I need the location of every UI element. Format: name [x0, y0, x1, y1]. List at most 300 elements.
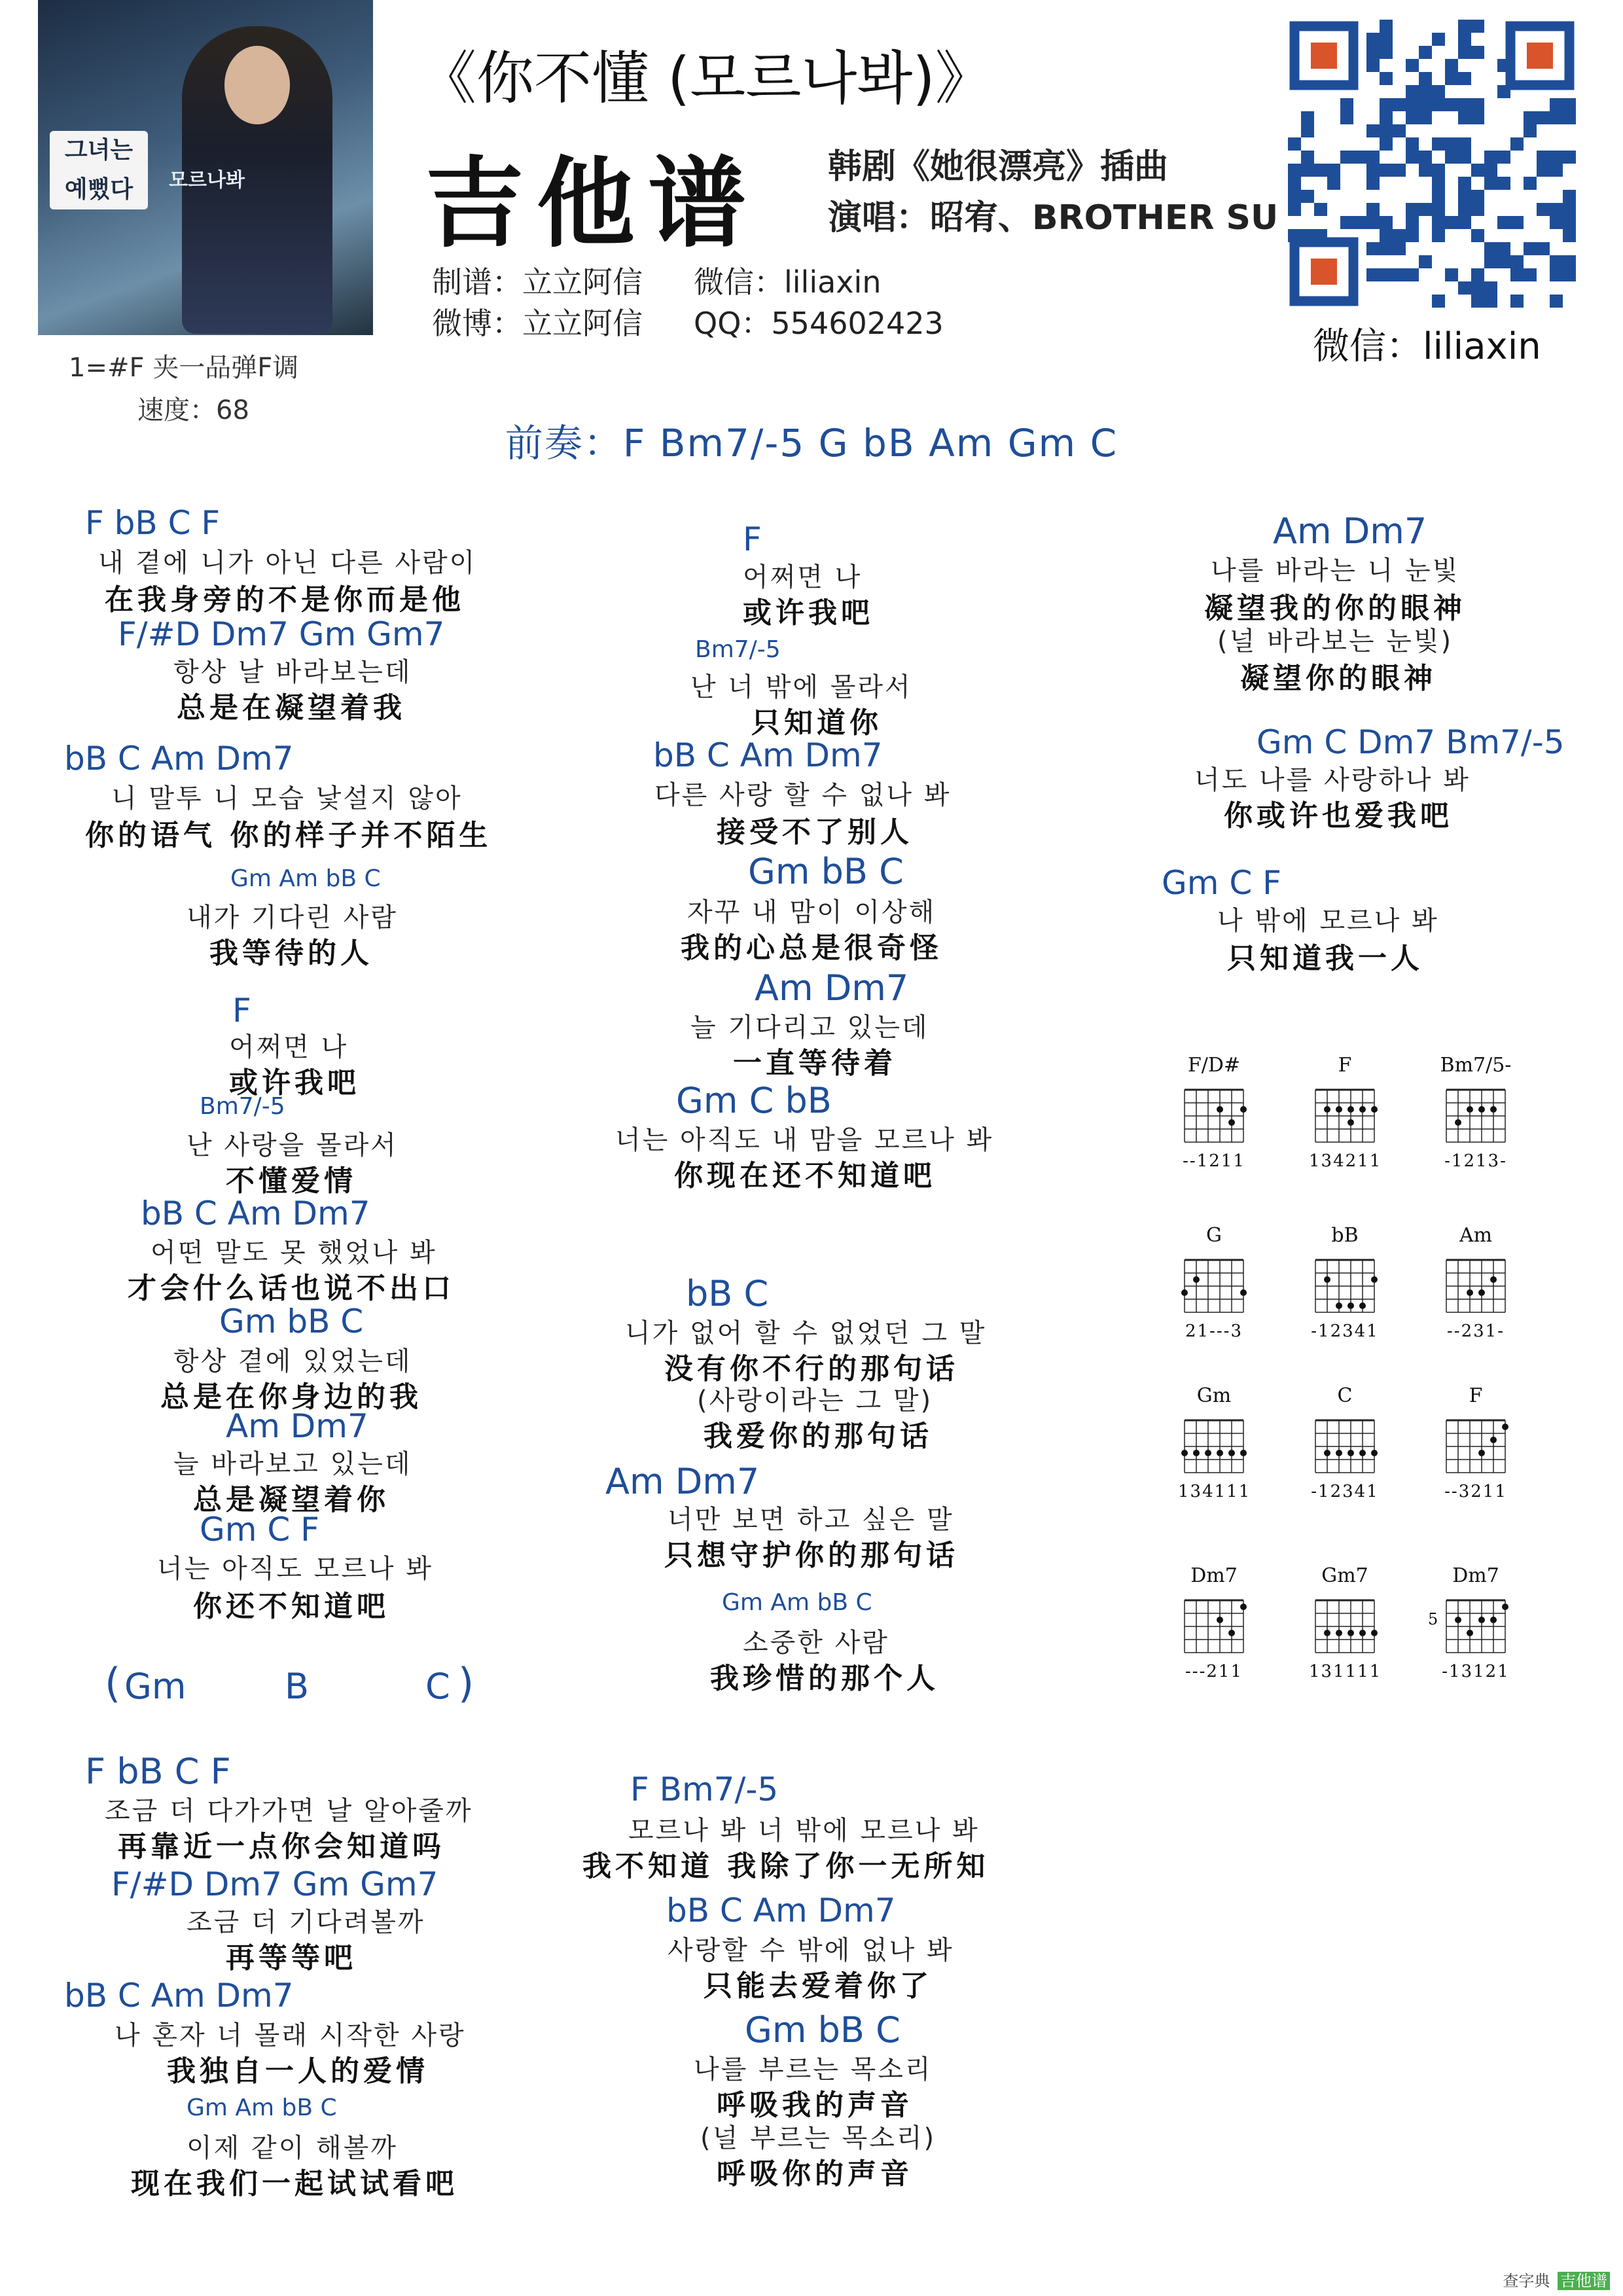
- chord-diagram: [1309, 1564, 1381, 1681]
- korean-lyric: 니가 없어 할 수 없었던 그 말: [625, 1318, 987, 1348]
- singer-face: [224, 46, 290, 124]
- qr-module: [1380, 72, 1393, 85]
- qr-module: [1445, 59, 1458, 72]
- qr-module: [1563, 98, 1576, 111]
- korean-lyric: 늘 바라보고 있는데: [173, 1449, 412, 1479]
- fretboard-grid: [1178, 1247, 1250, 1319]
- chord-line: F bB C F: [85, 1751, 231, 1792]
- korean-lyric: 자꾸 내 맘이 이상해: [687, 897, 936, 927]
- chord-line: Gm bB C: [219, 1302, 364, 1340]
- finger-dot: [1359, 1630, 1366, 1636]
- qr-module: [1524, 177, 1537, 190]
- chinese-lyric: 你的语气 你的样子并不陌生: [85, 819, 492, 852]
- chord-diagram: [1178, 1224, 1250, 1341]
- qr-module: [1314, 164, 1327, 177]
- finger-dot: [1478, 1106, 1485, 1113]
- qr-module: [1563, 151, 1576, 164]
- qr-module: [1380, 46, 1393, 59]
- chord-diagram-name: bB: [1331, 1224, 1359, 1247]
- finger-dot: [1490, 1276, 1497, 1283]
- qr-module: [1419, 151, 1432, 164]
- qr-module: [1380, 98, 1393, 111]
- qr-module: [1550, 268, 1563, 281]
- chord-diagram-fingering: --1211: [1183, 1151, 1245, 1171]
- qr-module: [1537, 151, 1550, 164]
- qr-module: [1393, 268, 1406, 281]
- chord-diagram: [1309, 1384, 1381, 1501]
- qr-module: [1366, 59, 1380, 72]
- qr-module: [1301, 151, 1314, 164]
- chord-line: bB C: [686, 1273, 769, 1314]
- qr-module: [1445, 151, 1458, 164]
- finger-dot: [1455, 1119, 1461, 1126]
- qr-module: [1458, 203, 1471, 216]
- chord-diagram: [1309, 1224, 1381, 1341]
- qr-module: [1419, 203, 1432, 216]
- qr-module: [1510, 295, 1524, 308]
- qr-module: [1432, 177, 1445, 190]
- chord-line: Gm C Dm7 Bm7/-5: [1257, 723, 1565, 761]
- chord-line: Bm7/-5: [200, 1093, 285, 1120]
- fretboard-grid: [1309, 1407, 1381, 1479]
- korean-lyric: 나를 바라는 니 눈빛: [1211, 556, 1460, 586]
- fretboard-grid: [1440, 1247, 1512, 1319]
- qr-module: [1366, 216, 1380, 229]
- qr-module: [1471, 295, 1484, 308]
- chinese-lyric: 我不知道 我除了你一无所知: [582, 1850, 990, 1883]
- intro-chords: 前奏：F Bm7/-5 G bB Am Gm C: [505, 421, 1118, 465]
- finger-dot: [1228, 1630, 1235, 1636]
- finger-dot: [1502, 1424, 1508, 1430]
- chord-diagram-name: F: [1469, 1384, 1483, 1407]
- chord-line: Gm bB C: [745, 2009, 901, 2051]
- drama-info: 韩剧《她很漂亮》插曲: [828, 147, 1169, 187]
- qr-module: [1563, 216, 1576, 229]
- finger-dot: [1371, 1106, 1378, 1113]
- qr-module: [1301, 164, 1314, 177]
- finger-dot: [1347, 1450, 1354, 1456]
- qr-module: [1288, 137, 1301, 151]
- qr-module: [1445, 216, 1458, 229]
- qr-module: [1524, 124, 1537, 137]
- chord-line: Gm C F: [1162, 864, 1281, 902]
- chord-line: Gm C F: [200, 1511, 319, 1549]
- fret-number: 5: [1428, 1610, 1438, 1628]
- qr-module: [1537, 203, 1550, 216]
- qr-module: [1380, 216, 1393, 229]
- korean-lyric: 나를 부르는 목소리: [694, 2054, 933, 2085]
- qr-module: [1406, 59, 1419, 72]
- finger-dot: [1371, 1450, 1378, 1456]
- fretboard-grid: [1440, 1077, 1512, 1149]
- qr-module: [1458, 281, 1471, 295]
- chord-diagram-name: G: [1206, 1224, 1222, 1247]
- korean-lyric: 너는 아직도 모르나 봐: [157, 1554, 433, 1584]
- finger-dot: [1490, 1617, 1497, 1623]
- qr-module: [1471, 281, 1484, 295]
- chinese-lyric: 只知道我一人: [1227, 942, 1423, 975]
- chord-line: Gm Am bB C: [230, 865, 381, 892]
- qr-module: [1550, 98, 1563, 111]
- weibo-info: 微博：立立阿信: [432, 306, 643, 341]
- chinese-lyric: 凝望我的你的眼神: [1204, 592, 1466, 625]
- qr-module: [1471, 46, 1484, 59]
- chinese-lyric: 总是凝望着你: [193, 1483, 389, 1516]
- finger-dot: [1324, 1106, 1330, 1113]
- chord-line: Gm Am bB C: [722, 1589, 872, 1616]
- chord-diagram-fingering: -1213-: [1444, 1151, 1507, 1171]
- qr-module: [1458, 190, 1471, 203]
- qr-module: [1563, 255, 1576, 268]
- korean-lyric: 어떤 말도 못 했었나 봐: [151, 1238, 437, 1268]
- footer-logo: [1500, 2268, 1610, 2291]
- qr-module: [1497, 242, 1510, 255]
- chord-diagram: [1178, 1384, 1250, 1501]
- qr-module: [1366, 164, 1380, 177]
- chord-diagram-name: Gm: [1196, 1384, 1232, 1407]
- qr-module: [1366, 177, 1380, 190]
- finger-dot: [1502, 1604, 1508, 1610]
- korean-lyric: 늘 기다리고 있는데: [690, 1013, 929, 1043]
- qr-module: [1550, 164, 1563, 177]
- finger-dot: [1490, 1106, 1497, 1113]
- chord-line: F/#D Dm7 Gm Gm7: [111, 1865, 438, 1903]
- chord-line: Gm Am bB C: [187, 2094, 337, 2121]
- chord-diagram-name: Am: [1459, 1224, 1493, 1247]
- interlude-chord: B: [285, 1666, 310, 1707]
- qr-module: [1380, 124, 1393, 137]
- korean-lyric: 이제 같이 해볼까: [187, 2133, 398, 2163]
- qr-module: [1366, 242, 1380, 255]
- qr-module: [1419, 98, 1432, 111]
- qq-info: QQ：554602423: [694, 306, 944, 341]
- finger-dot: [1347, 1630, 1354, 1636]
- finger-dot: [1371, 1630, 1378, 1636]
- chinese-lyric: 我独自一人的爱情: [167, 2054, 429, 2088]
- qr-module: [1484, 151, 1497, 164]
- chinese-lyric: 总是在凝望着我: [177, 691, 406, 725]
- finger-dot: [1217, 1106, 1223, 1113]
- interlude-open: (: [105, 1659, 121, 1707]
- qr-module: [1497, 151, 1510, 164]
- chinese-lyric: 在我身旁的不是你而是他: [105, 583, 465, 617]
- qr-module: [1471, 111, 1484, 124]
- chord-diagram-name: F: [1338, 1054, 1352, 1077]
- qr-module: [1301, 111, 1314, 124]
- qr-module: [1510, 216, 1524, 229]
- chord-diagram: [1309, 1054, 1381, 1171]
- korean-lyric: 나 밖에 모르나 봐: [1217, 906, 1439, 936]
- interlude-close: ): [458, 1659, 474, 1707]
- qr-module: [1563, 229, 1576, 242]
- finger-dot: [1359, 1106, 1366, 1113]
- finger-dot: [1240, 1450, 1247, 1456]
- qr-module: [1366, 268, 1380, 281]
- chord-line: bB C Am Dm7: [64, 1977, 294, 2015]
- finger-dot: [1240, 1106, 1247, 1113]
- finger-dot: [1324, 1276, 1330, 1283]
- chinese-lyric: 再等等吧: [226, 1941, 357, 1975]
- finger-dot: [1205, 1450, 1211, 1456]
- chord-diagram-fingering: ---211: [1185, 1662, 1243, 1681]
- qr-module: [1550, 295, 1563, 308]
- finger-dot: [1193, 1276, 1200, 1283]
- chord-diagram-fingering: --3211: [1444, 1482, 1507, 1501]
- qr-module: [1314, 203, 1327, 216]
- qr-module: [1524, 242, 1537, 255]
- qr-module: [1484, 255, 1497, 268]
- finger-dot: [1240, 1604, 1247, 1610]
- chord-line: F: [743, 520, 762, 558]
- qr-module: [1432, 295, 1445, 308]
- korean-lyric: 어쩌면 나: [229, 1032, 349, 1062]
- chord-diagram-fingering: --231-: [1447, 1321, 1505, 1341]
- finger-dot: [1336, 1302, 1342, 1309]
- finger-dot: [1336, 1450, 1342, 1456]
- qr-module: [1419, 111, 1432, 124]
- qr-module: [1288, 177, 1301, 190]
- korean-lyric: 항상 곁에 있었는데: [173, 1346, 412, 1376]
- qr-module: [1432, 33, 1445, 46]
- qr-module: [1340, 98, 1353, 111]
- chord-diagram-name: F/D#: [1187, 1054, 1241, 1077]
- footer-tag: 吉他谱: [1558, 2272, 1610, 2290]
- qr-module: [1524, 111, 1537, 124]
- qr-module: [1366, 124, 1380, 137]
- chord-diagram-fingering: 21---3: [1185, 1321, 1243, 1341]
- chinese-lyric: 或许我吧: [743, 596, 874, 630]
- qr-module: [1484, 281, 1497, 295]
- qr-module: [1406, 268, 1419, 281]
- korean-lyric: 조금 더 기다려볼까: [187, 1907, 425, 1937]
- chord-diagram-fingering: 131111: [1309, 1662, 1382, 1681]
- chinese-lyric: 我的心总是很奇怪: [681, 931, 942, 965]
- chinese-lyric: 不懂爱情: [226, 1164, 357, 1198]
- qr-module: [1537, 164, 1550, 177]
- qr-module: [1471, 98, 1484, 111]
- korean-lyric: 너도 나를 사랑하나 봐: [1194, 765, 1471, 795]
- qr-module: [1393, 242, 1406, 255]
- chord-line: Am Dm7: [755, 967, 909, 1009]
- finger-dot: [1359, 1450, 1366, 1456]
- interlude-chord: Gm: [124, 1666, 187, 1707]
- fretboard-grid: [1440, 1407, 1512, 1479]
- singer-info: 演唱：昭宥、BROTHER SU: [828, 198, 1279, 238]
- finger-dot: [1240, 1289, 1247, 1296]
- chord-diagram-name: C: [1337, 1384, 1353, 1407]
- qr-module: [1340, 111, 1353, 124]
- chord-diagram: [1440, 1224, 1512, 1341]
- qr-module: [1458, 98, 1471, 111]
- chinese-lyric: 再靠近一点你会知道吗: [118, 1830, 445, 1863]
- qr-module: [1393, 98, 1406, 111]
- chinese-lyric: 才会什么话也说不出口: [128, 1272, 455, 1305]
- chord-line: F bB C F: [85, 504, 221, 542]
- qr-module: [1301, 124, 1314, 137]
- qr-module: [1406, 137, 1419, 151]
- wechat-qr-code: [1288, 20, 1576, 308]
- qr-module: [1419, 46, 1432, 59]
- qr-module: [1419, 255, 1432, 268]
- finger-dot: [1478, 1289, 1485, 1296]
- chord-diagram-name: Dm7: [1190, 1564, 1238, 1587]
- chord-diagram-fingering: -13121: [1442, 1662, 1510, 1681]
- finger-dot: [1324, 1450, 1330, 1456]
- qr-module: [1419, 85, 1432, 98]
- qr-module: [1432, 137, 1445, 151]
- qr-module: [1380, 33, 1393, 46]
- finger-dot: [1347, 1106, 1354, 1113]
- finger-dot: [1193, 1450, 1200, 1456]
- korean-lyric: 내가 기다린 사람: [187, 903, 398, 933]
- korean-lyric: 소중한 사람: [743, 1628, 889, 1658]
- qr-module: [1353, 151, 1366, 164]
- finger-dot: [1467, 1289, 1473, 1296]
- korean-lyric: (널 부르는 목소리): [700, 2123, 936, 2153]
- chinese-lyric: 只能去爱着你了: [704, 1969, 933, 2003]
- qr-module: [1510, 268, 1524, 281]
- finger-dot: [1181, 1450, 1188, 1456]
- qr-module: [1380, 242, 1393, 255]
- chinese-lyric: 你还不知道吧: [193, 1590, 389, 1623]
- qr-module: [1432, 98, 1445, 111]
- finger-dot: [1336, 1106, 1342, 1113]
- chord-diagram-name: Gm7: [1321, 1564, 1368, 1587]
- qr-module: [1445, 137, 1458, 151]
- qr-module: [1510, 255, 1524, 268]
- qr-module: [1550, 111, 1563, 124]
- qr-module: [1537, 111, 1550, 124]
- qr-module: [1340, 151, 1353, 164]
- qr-module: [1550, 216, 1563, 229]
- qr-module: [1563, 203, 1576, 216]
- qr-module: [1380, 268, 1393, 281]
- fretboard-grid: [1309, 1077, 1381, 1149]
- qr-module: [1406, 151, 1419, 164]
- qr-label: 微信：liliaxin: [1313, 325, 1541, 368]
- qr-module: [1537, 242, 1550, 255]
- korean-lyric: 어쩌면 나: [743, 562, 863, 592]
- qr-module: [1563, 268, 1576, 281]
- qr-module: [1406, 111, 1419, 124]
- finger-dot: [1336, 1630, 1342, 1636]
- qr-module: [1432, 190, 1445, 203]
- qr-module: [1484, 242, 1497, 255]
- korean-lyric: 내 곁에 니가 아닌 다른 사람이: [98, 548, 477, 578]
- qr-module: [1380, 229, 1393, 242]
- finger-dot: [1455, 1617, 1461, 1623]
- chord-line: bB C Am Dm7: [653, 736, 883, 774]
- qr-module: [1327, 177, 1340, 190]
- chord-diagram-fingering: -12341: [1311, 1321, 1379, 1341]
- qr-module: [1353, 216, 1366, 229]
- chord-line: Bm7/-5: [695, 636, 781, 663]
- cover-logo: 그녀는 예뻤다: [50, 131, 148, 209]
- qr-module: [1458, 216, 1471, 229]
- chord-line: Gm bB C: [748, 851, 904, 892]
- fretboard-grid: [1309, 1247, 1381, 1319]
- qr-module: [1366, 46, 1380, 59]
- chinese-lyric: 只知道你: [751, 706, 882, 740]
- korean-lyric: 너는 아직도 내 맘을 모르나 봐: [615, 1125, 994, 1155]
- chord-line: F/#D Dm7 Gm Gm7: [118, 615, 445, 653]
- qr-module: [1366, 203, 1380, 216]
- chord-line: F: [232, 992, 251, 1030]
- finger-dot: [1359, 1302, 1366, 1309]
- song-title: 《你不懂 (모르나봐)》: [419, 45, 993, 112]
- chinese-lyric: 你或许也爱我吧: [1224, 799, 1453, 833]
- qr-module: [1550, 151, 1563, 164]
- chinese-lyric: 凝望你的眼神: [1240, 662, 1436, 695]
- qr-module: [1510, 137, 1524, 151]
- chinese-lyric: 接受不了别人: [717, 816, 913, 849]
- chord-diagram-name: Bm7/5-: [1440, 1054, 1512, 1077]
- album-cover: [38, 0, 373, 335]
- chord-diagram: [1440, 1054, 1512, 1171]
- chord-line: Am Dm7: [1273, 511, 1427, 552]
- tempo-info: 速度：68: [137, 395, 249, 425]
- qr-module: [1458, 33, 1471, 46]
- qr-module: [1432, 164, 1445, 177]
- korean-lyric: 너만 보면 하고 싶은 말: [668, 1505, 954, 1535]
- finger-dot: [1490, 1437, 1497, 1443]
- chinese-lyric: 或许我吧: [229, 1066, 360, 1100]
- chinese-lyric: 总是在你身边的我: [160, 1380, 422, 1414]
- chord-diagram-fingering: 134211: [1309, 1151, 1382, 1171]
- qr-module: [1484, 164, 1497, 177]
- finger-dot: [1467, 1106, 1473, 1113]
- qr-module: [1419, 72, 1432, 85]
- qr-module: [1380, 20, 1393, 33]
- chord-diagram-name: Dm7: [1452, 1564, 1499, 1587]
- qr-module: [1550, 203, 1563, 216]
- korean-lyric: 니 말투 니 모습 낯설지 않아: [111, 783, 463, 814]
- guitar-tab-title: 吉他谱: [425, 147, 760, 261]
- chord-line: bB C Am Dm7: [64, 740, 294, 778]
- qr-module: [1471, 20, 1484, 33]
- qr-module: [1445, 268, 1458, 281]
- korean-lyric: 조금 더 다가가면 날 알아줄까: [105, 1796, 473, 1826]
- qr-module: [1288, 164, 1301, 177]
- chinese-lyric: 你现在还不知道吧: [674, 1159, 936, 1193]
- qr-module: [1471, 190, 1484, 203]
- chord-diagram-fingering: -12341: [1311, 1482, 1379, 1501]
- korean-lyric: 모르나 봐 너 밖에 모르나 봐: [628, 1816, 980, 1846]
- qr-module: [1471, 203, 1484, 216]
- fretboard-grid: [1178, 1587, 1250, 1659]
- finger-dot: [1228, 1119, 1235, 1126]
- chinese-lyric: 没有你不行的那句话: [664, 1352, 959, 1386]
- finger-dot: [1324, 1630, 1330, 1636]
- qr-module: [1288, 203, 1301, 216]
- qr-module: [1458, 20, 1471, 33]
- qr-module: [1484, 295, 1497, 308]
- qr-module: [1406, 203, 1419, 216]
- chord-line: bB C Am Dm7: [666, 1892, 896, 1929]
- qr-module: [1550, 255, 1563, 268]
- chord-line: F Bm7/-5: [630, 1770, 779, 1808]
- qr-module: [1366, 33, 1380, 46]
- qr-module: [1366, 151, 1380, 164]
- chinese-lyric: 一直等待着: [733, 1047, 897, 1080]
- qr-module: [1340, 216, 1353, 229]
- qr-module: [1288, 190, 1301, 203]
- chord-line: Gm C bB: [676, 1080, 832, 1121]
- qr-module: [1393, 229, 1406, 242]
- qr-module: [1445, 72, 1458, 85]
- chord-diagram: [1178, 1564, 1250, 1681]
- arranger-info: 制谱：立立阿信: [432, 264, 643, 300]
